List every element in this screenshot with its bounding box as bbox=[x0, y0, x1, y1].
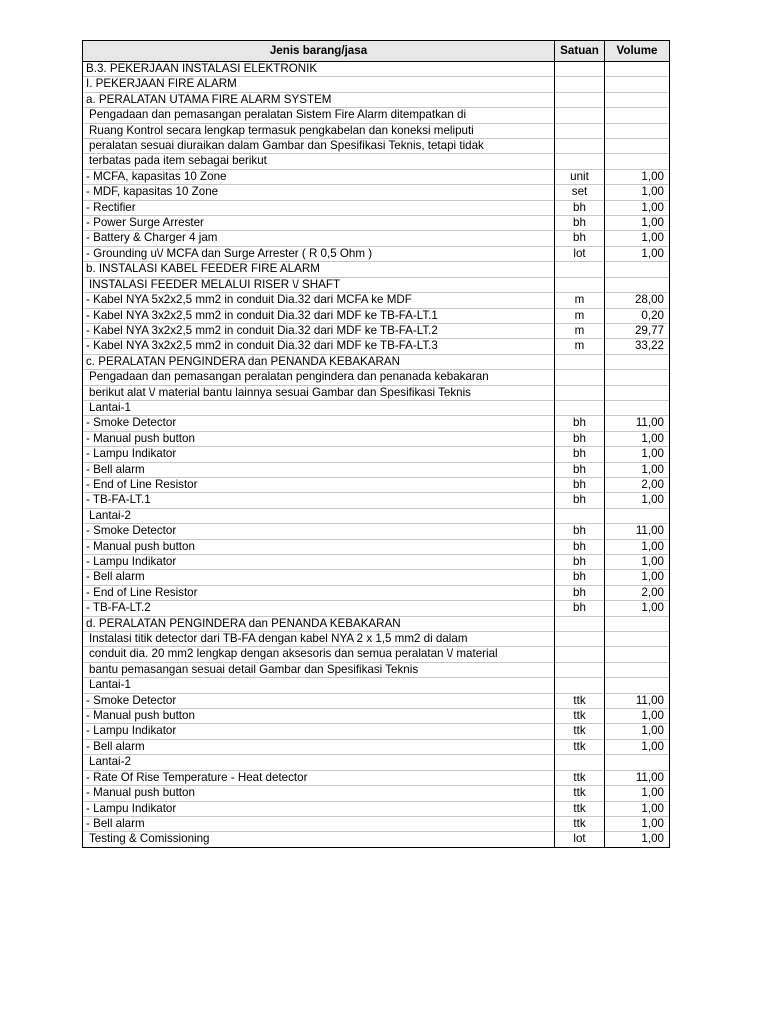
row-unit: bh bbox=[555, 493, 605, 508]
table-row bbox=[83, 601, 670, 616]
row-description: Pengadaan dan pemasangan peralatan Sistem Fire Alarm ditempatkan di bbox=[83, 108, 555, 123]
row-volume bbox=[605, 354, 670, 369]
table-row bbox=[83, 431, 670, 446]
table-row bbox=[83, 585, 670, 600]
row-volume: 1,00 bbox=[605, 246, 670, 261]
table-row bbox=[83, 154, 670, 169]
row-unit: ttk bbox=[555, 724, 605, 739]
row-unit bbox=[555, 354, 605, 369]
row-unit: bh bbox=[555, 524, 605, 539]
row-description: - Smoke Detector bbox=[83, 524, 555, 539]
row-description: conduit dia. 20 mm2 lengkap dengan aksesoris dan semua peralatan \/ material bbox=[83, 647, 555, 662]
row-unit: m bbox=[555, 308, 605, 323]
row-volume bbox=[605, 385, 670, 400]
row-volume: 29,77 bbox=[605, 323, 670, 338]
row-description: - MCFA, kapasitas 10 Zone bbox=[83, 169, 555, 184]
row-volume: 1,00 bbox=[605, 462, 670, 477]
row-unit: bh bbox=[555, 477, 605, 492]
table-row bbox=[83, 662, 670, 677]
row-volume: 1,00 bbox=[605, 739, 670, 754]
row-volume: 11,00 bbox=[605, 416, 670, 431]
row-description: d. PERALATAN PENGINDERA dan PENANDA KEBAKARAN bbox=[83, 616, 555, 631]
row-unit: bh bbox=[555, 416, 605, 431]
row-unit: bh bbox=[555, 585, 605, 600]
table-row bbox=[83, 693, 670, 708]
row-volume: 11,00 bbox=[605, 524, 670, 539]
table-row bbox=[83, 555, 670, 570]
row-description: Testing & Comissioning bbox=[83, 832, 555, 847]
row-description: b. INSTALASI KABEL FEEDER FIRE ALARM bbox=[83, 262, 555, 277]
row-unit: m bbox=[555, 293, 605, 308]
row-description: - Lampu Indikator bbox=[83, 724, 555, 739]
row-unit bbox=[555, 92, 605, 107]
row-description: berikut alat \/ material bantu lainnya sesuai Gambar dan Spesifikasi Teknis bbox=[83, 385, 555, 400]
row-volume bbox=[605, 370, 670, 385]
row-volume bbox=[605, 277, 670, 292]
row-unit: lot bbox=[555, 832, 605, 847]
row-description: - Rate Of Rise Temperature - Heat detector bbox=[83, 770, 555, 785]
table-row bbox=[83, 755, 670, 770]
table-row bbox=[83, 62, 670, 77]
table-row bbox=[83, 385, 670, 400]
table-body bbox=[83, 62, 670, 848]
row-description: - End of Line Resistor bbox=[83, 477, 555, 492]
table-row bbox=[83, 323, 670, 338]
row-volume: 1,00 bbox=[605, 216, 670, 231]
row-unit: ttk bbox=[555, 816, 605, 831]
table-row bbox=[83, 277, 670, 292]
row-volume bbox=[605, 77, 670, 92]
table-row bbox=[83, 508, 670, 523]
row-volume bbox=[605, 662, 670, 677]
row-description: - Lampu Indikator bbox=[83, 555, 555, 570]
row-volume: 0,20 bbox=[605, 308, 670, 323]
row-unit bbox=[555, 123, 605, 138]
row-description: Pengadaan dan pemasangan peralatan pengindera dan penanada kebakaran bbox=[83, 370, 555, 385]
row-description: Lantai-1 bbox=[83, 400, 555, 415]
table-row bbox=[83, 724, 670, 739]
row-description: Lantai-1 bbox=[83, 678, 555, 693]
row-unit bbox=[555, 632, 605, 647]
row-description: I. PEKERJAAN FIRE ALARM bbox=[83, 77, 555, 92]
row-volume bbox=[605, 139, 670, 154]
row-unit bbox=[555, 62, 605, 77]
row-description: terbatas pada item sebagai berikut bbox=[83, 154, 555, 169]
row-unit: bh bbox=[555, 200, 605, 215]
table-row bbox=[83, 123, 670, 138]
row-unit bbox=[555, 262, 605, 277]
row-unit: ttk bbox=[555, 801, 605, 816]
row-description: - Battery & Charger 4 jam bbox=[83, 231, 555, 246]
row-description: - Bell alarm bbox=[83, 462, 555, 477]
row-volume: 1,00 bbox=[605, 801, 670, 816]
table-row bbox=[83, 524, 670, 539]
header-description: Jenis barang/jasa bbox=[83, 41, 555, 62]
row-volume bbox=[605, 154, 670, 169]
row-description: - Bell alarm bbox=[83, 570, 555, 585]
row-description: - Lampu Indikator bbox=[83, 801, 555, 816]
row-volume: 1,00 bbox=[605, 231, 670, 246]
row-volume: 1,00 bbox=[605, 832, 670, 847]
table-row bbox=[83, 308, 670, 323]
row-unit: ttk bbox=[555, 770, 605, 785]
row-description: - Manual push button bbox=[83, 709, 555, 724]
row-unit: bh bbox=[555, 462, 605, 477]
row-unit: unit bbox=[555, 169, 605, 184]
table-header-row bbox=[83, 41, 670, 62]
table-row bbox=[83, 354, 670, 369]
row-volume: 1,00 bbox=[605, 601, 670, 616]
row-description: - Smoke Detector bbox=[83, 416, 555, 431]
row-description: - TB-FA-LT.2 bbox=[83, 601, 555, 616]
table-row bbox=[83, 801, 670, 816]
row-unit: ttk bbox=[555, 786, 605, 801]
row-volume bbox=[605, 92, 670, 107]
table-row bbox=[83, 709, 670, 724]
row-description: - TB-FA-LT.1 bbox=[83, 493, 555, 508]
row-unit: bh bbox=[555, 447, 605, 462]
row-unit bbox=[555, 277, 605, 292]
row-volume bbox=[605, 678, 670, 693]
row-volume bbox=[605, 616, 670, 631]
row-description: peralatan sesuai diuraikan dalam Gambar dan Spesifikasi Teknis, tetapi tidak bbox=[83, 139, 555, 154]
row-unit: set bbox=[555, 185, 605, 200]
row-volume bbox=[605, 647, 670, 662]
row-volume: 1,00 bbox=[605, 200, 670, 215]
row-description: bantu pemasangan sesuai detail Gambar dan Spesifikasi Teknis bbox=[83, 662, 555, 677]
table-row bbox=[83, 77, 670, 92]
row-volume: 1,00 bbox=[605, 555, 670, 570]
row-unit: ttk bbox=[555, 709, 605, 724]
table-row bbox=[83, 370, 670, 385]
row-unit bbox=[555, 508, 605, 523]
row-volume: 1,00 bbox=[605, 431, 670, 446]
row-volume bbox=[605, 262, 670, 277]
row-description: - End of Line Resistor bbox=[83, 585, 555, 600]
row-volume bbox=[605, 508, 670, 523]
row-volume bbox=[605, 62, 670, 77]
table-row bbox=[83, 786, 670, 801]
table-row bbox=[83, 416, 670, 431]
row-description: - Kabel NYA 3x2x2,5 mm2 in conduit Dia.32 dari MDF ke TB-FA-LT.1 bbox=[83, 308, 555, 323]
row-description: - Manual push button bbox=[83, 431, 555, 446]
row-unit bbox=[555, 385, 605, 400]
table-row bbox=[83, 447, 670, 462]
table-row bbox=[83, 739, 670, 754]
table-row bbox=[83, 339, 670, 354]
row-volume: 11,00 bbox=[605, 693, 670, 708]
table-row bbox=[83, 632, 670, 647]
row-unit: ttk bbox=[555, 739, 605, 754]
table-row bbox=[83, 570, 670, 585]
row-unit bbox=[555, 400, 605, 415]
table-row bbox=[83, 246, 670, 261]
row-volume bbox=[605, 632, 670, 647]
table-row bbox=[83, 832, 670, 847]
row-unit: bh bbox=[555, 216, 605, 231]
row-description: - Kabel NYA 3x2x2,5 mm2 in conduit Dia.32 dari MDF ke TB-FA-LT.3 bbox=[83, 339, 555, 354]
table-row bbox=[83, 816, 670, 831]
table-row bbox=[83, 139, 670, 154]
row-unit: ttk bbox=[555, 693, 605, 708]
row-unit: m bbox=[555, 323, 605, 338]
row-volume: 2,00 bbox=[605, 477, 670, 492]
table-row bbox=[83, 231, 670, 246]
row-volume: 1,00 bbox=[605, 169, 670, 184]
row-volume: 1,00 bbox=[605, 786, 670, 801]
table-row bbox=[83, 216, 670, 231]
row-description: - Smoke Detector bbox=[83, 693, 555, 708]
table-row bbox=[83, 185, 670, 200]
row-description: - Kabel NYA 5x2x2,5 mm2 in conduit Dia.32 dari MCFA ke MDF bbox=[83, 293, 555, 308]
row-unit: m bbox=[555, 339, 605, 354]
table-row bbox=[83, 293, 670, 308]
row-volume: 1,00 bbox=[605, 185, 670, 200]
table-row bbox=[83, 462, 670, 477]
row-volume bbox=[605, 755, 670, 770]
row-volume: 1,00 bbox=[605, 493, 670, 508]
row-unit: bh bbox=[555, 555, 605, 570]
bill-of-quantities-table bbox=[82, 40, 670, 848]
row-volume: 1,00 bbox=[605, 709, 670, 724]
table-row bbox=[83, 678, 670, 693]
row-unit: bh bbox=[555, 601, 605, 616]
row-description: Ruang Kontrol secara lengkap termasuk pengkabelan dan koneksi meliputi bbox=[83, 123, 555, 138]
row-description: - Power Surge Arrester bbox=[83, 216, 555, 231]
table-row bbox=[83, 539, 670, 554]
row-description: Instalasi titik detector dari TB-FA dengan kabel NYA 2 x 1,5 mm2 di dalam bbox=[83, 632, 555, 647]
table-row bbox=[83, 770, 670, 785]
row-unit bbox=[555, 755, 605, 770]
row-unit bbox=[555, 647, 605, 662]
row-description: - Kabel NYA 3x2x2,5 mm2 in conduit Dia.32 dari MDF ke TB-FA-LT.2 bbox=[83, 323, 555, 338]
row-description: a. PERALATAN UTAMA FIRE ALARM SYSTEM bbox=[83, 92, 555, 107]
row-unit bbox=[555, 616, 605, 631]
row-description: - Grounding u\/ MCFA dan Surge Arrester ( R 0,5 Ohm ) bbox=[83, 246, 555, 261]
row-unit: lot bbox=[555, 246, 605, 261]
row-volume: 28,00 bbox=[605, 293, 670, 308]
table-row bbox=[83, 169, 670, 184]
row-unit: bh bbox=[555, 570, 605, 585]
row-description: c. PERALATAN PENGINDERA dan PENANDA KEBAKARAN bbox=[83, 354, 555, 369]
row-volume bbox=[605, 123, 670, 138]
row-unit: bh bbox=[555, 231, 605, 246]
table-row bbox=[83, 400, 670, 415]
row-volume: 1,00 bbox=[605, 447, 670, 462]
row-unit: bh bbox=[555, 539, 605, 554]
row-description: INSTALASI FEEDER MELALUI RISER \/ SHAFT bbox=[83, 277, 555, 292]
row-description: B.3. PEKERJAAN INSTALASI ELEKTRONIK bbox=[83, 62, 555, 77]
row-volume: 33,22 bbox=[605, 339, 670, 354]
table-row bbox=[83, 262, 670, 277]
row-description: - Bell alarm bbox=[83, 739, 555, 754]
table-row bbox=[83, 616, 670, 631]
row-unit: bh bbox=[555, 431, 605, 446]
row-volume: 1,00 bbox=[605, 724, 670, 739]
row-volume: 1,00 bbox=[605, 539, 670, 554]
row-description: - Rectifier bbox=[83, 200, 555, 215]
row-volume: 1,00 bbox=[605, 570, 670, 585]
table-row bbox=[83, 200, 670, 215]
table-row bbox=[83, 92, 670, 107]
row-description: - Bell alarm bbox=[83, 816, 555, 831]
row-volume bbox=[605, 400, 670, 415]
header-volume: Volume bbox=[605, 41, 670, 62]
table-row bbox=[83, 477, 670, 492]
table-row bbox=[83, 493, 670, 508]
row-description: - Manual push button bbox=[83, 539, 555, 554]
row-volume: 2,00 bbox=[605, 585, 670, 600]
row-description: Lantai-2 bbox=[83, 508, 555, 523]
row-volume: 1,00 bbox=[605, 816, 670, 831]
row-unit bbox=[555, 370, 605, 385]
row-description: - MDF, kapasitas 10 Zone bbox=[83, 185, 555, 200]
row-description: - Manual push button bbox=[83, 786, 555, 801]
row-volume: 11,00 bbox=[605, 770, 670, 785]
row-volume bbox=[605, 108, 670, 123]
row-unit bbox=[555, 139, 605, 154]
table-row bbox=[83, 108, 670, 123]
row-description: - Lampu Indikator bbox=[83, 447, 555, 462]
row-unit bbox=[555, 662, 605, 677]
row-unit bbox=[555, 678, 605, 693]
row-unit bbox=[555, 108, 605, 123]
row-unit bbox=[555, 77, 605, 92]
header-unit: Satuan bbox=[555, 41, 605, 62]
row-unit bbox=[555, 154, 605, 169]
table-row bbox=[83, 647, 670, 662]
row-description: Lantai-2 bbox=[83, 755, 555, 770]
